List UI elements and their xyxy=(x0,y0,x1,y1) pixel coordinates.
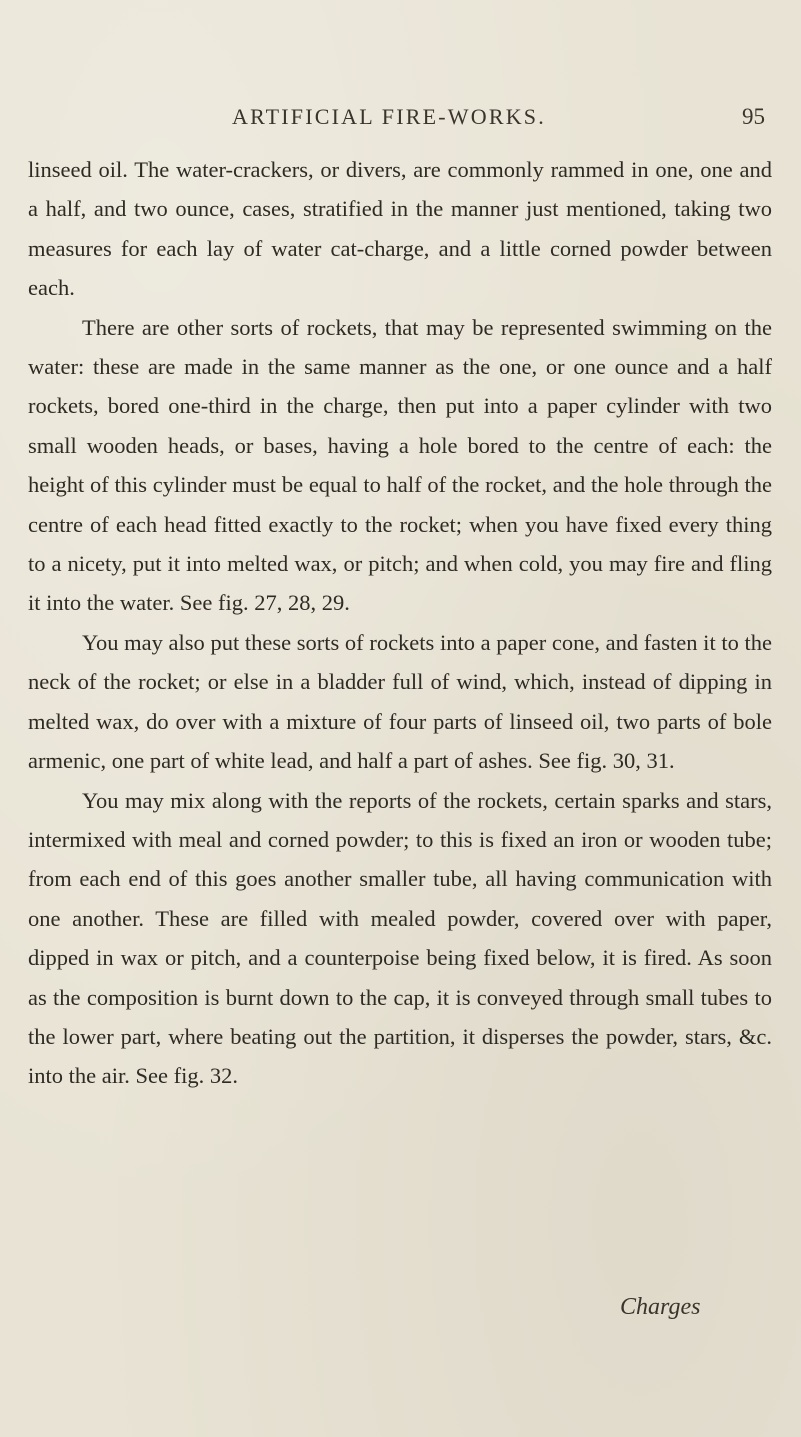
paragraph-3: You may also put these sorts of rockets into a paper cone, and fasten it to the neck of the rocket; or else in a bladder full of wind, which, instead of dipping in melted wax, do over with a mixture of four parts of linseed oil, two parts of bole armenic, one part of white lead, and half a part of ashes. See fig. 30, 31. xyxy=(28,629,772,774)
paragraph-2: There are other sorts of rockets, that may be represented swimming on the water: these are made in the same manner as the one, or one ounce and a half rockets, bored one-third in the charge, then put into a paper cylinder with two small wooden heads, or bases, having a hole bored to the centre of each: the height of this cylinder must be equal to half of the rocket, and the hole through the centre of each head fitted exactly to the rocket; when you have fixed every thing to a nicety, put it into melted wax, or pitch; and when cold, you may fire and fling it into the water. See fig. 27, 28, 29. xyxy=(28,314,772,616)
page-number: 95 xyxy=(742,104,765,129)
running-head xyxy=(0,104,801,144)
paragraph-4: You may mix along with the reports of the rockets, certain sparks and stars, intermixed with meal and corned powder; to this is fixed an iron or wooden tube; from each end of this goes another smaller tube, all having communication with one another. These are filled with mealed powder, covered over with paper, dipped in wax or pitch, and a counterpoise being fixed below, it is fired. As soon as the composition is burnt down to the cap, it is conveyed through small tubes to the lower part, where beating out the partition, it disperses the powder, stars, &c. into the air. See fig. 32. xyxy=(28,787,772,1089)
catchword: Charges xyxy=(620,1294,701,1320)
running-title: ARTIFICIAL FIRE-WORKS. xyxy=(232,104,546,129)
paragraph-1: linseed oil. The water-crackers, or divers, are commonly rammed in one, one and a half, and two ounce, cases, stratified in the manner just mentioned, taking two measures for each lay of water cat-charge, and a little corned powder between each. xyxy=(28,157,772,301)
body-text xyxy=(28,150,772,1096)
